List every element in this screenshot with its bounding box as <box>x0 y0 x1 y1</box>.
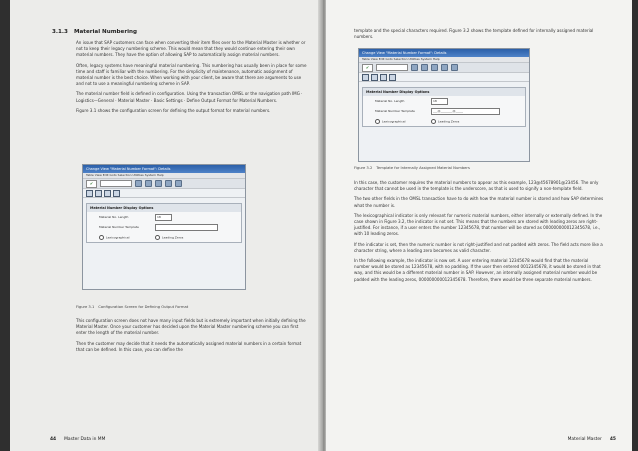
right-body <box>354 180 604 287</box>
right-footer <box>568 437 616 442</box>
template-label: Material Number Template <box>99 225 139 229</box>
left-body-top <box>76 40 308 118</box>
figure-3-1-screenshot <box>82 164 246 290</box>
indicator-row <box>363 116 525 126</box>
running-title: Master Data in MM <box>64 437 106 442</box>
paragraph: If the indicator is set, then the numeric number is not right-justified and not padded with zeros. The field acts more like a character string, where a leading zero becomes as valid character. <box>354 241 603 253</box>
length-row <box>87 212 241 222</box>
page-number: 44 <box>50 437 57 442</box>
paragraph: This configuration screen does not have many input fields but is extremely important when initially defining the Material Master. Once your customer has decided upon the Material Master numbering scheme you can first enter the length of the material number. <box>76 318 306 336</box>
toolbar <box>359 63 529 73</box>
left-page <box>10 0 322 451</box>
next-entry-icon[interactable] <box>380 74 387 81</box>
print-icon[interactable] <box>175 180 182 187</box>
radio-label: Leading Zeros <box>162 235 184 240</box>
lexicographical-radio[interactable] <box>375 119 405 124</box>
command-field[interactable] <box>376 64 408 71</box>
display-change-icon[interactable] <box>86 190 93 197</box>
left-body-bottom <box>76 318 308 357</box>
length-label: Material No. Length <box>99 215 129 219</box>
length-field[interactable]: 18 <box>431 98 448 105</box>
display-options-group <box>86 203 242 243</box>
exit-icon[interactable] <box>155 180 162 187</box>
paragraph: Then the customer may decide that it needs the automatically assigned material numbers in a certain format that can be defined. In this case, you can define the <box>76 340 302 352</box>
save-icon[interactable] <box>411 64 418 71</box>
paragraph: The lexicographical indicator is only relevant for numeric material numbers, either internally or externally defined. In the case shown in Figure 3.2, the indicator is not set. This means that the numbers are stored with leading zeros are right-justified. For instance, if a user enters the number 12345678, that number will be stored as 000000000012345678, i.e., with 10 leading zeros. <box>354 212 603 237</box>
back-icon[interactable] <box>145 180 152 187</box>
cancel-icon[interactable] <box>165 180 172 187</box>
figure-3-2-caption <box>354 166 470 170</box>
length-row <box>363 96 525 106</box>
paragraph: The two other fields in the OMSL transaction have to do with how the material number is stored and how SAP determines what the number is. <box>354 196 604 208</box>
running-title: Material Master <box>567 437 602 442</box>
caption-number: Figure 3.2 <box>354 166 373 170</box>
paragraph: Often, legacy systems have meaningful material numbering. This numbering has usually been in place for some time and staff is familiar with the numbering. For the simplicity of maintenance, automatic assignment of material number is the best choice. When working with your client, be aware that there are arguments to use and not to use a meaningful numbering scheme in SAP. <box>76 62 307 87</box>
app-toolbar <box>83 189 245 198</box>
figure-3-2-screenshot <box>358 48 530 162</box>
section-heading <box>52 29 143 35</box>
template-field[interactable] <box>155 224 218 231</box>
section-number: 3.1.3 <box>52 29 68 35</box>
caption-number: Figure 3.1 <box>76 305 95 309</box>
caption-text: Template for Internally Assigned Material Numbers <box>376 166 470 170</box>
app-toolbar <box>359 73 529 82</box>
toolbar <box>83 179 245 189</box>
right-page <box>326 0 632 451</box>
save-icon[interactable] <box>135 180 142 187</box>
group-title: Material Number Display Options <box>363 88 525 96</box>
length-label: Material No. Length <box>375 99 405 103</box>
prev-entry-icon[interactable] <box>371 74 378 81</box>
left-footer <box>50 437 105 442</box>
cancel-icon[interactable] <box>441 64 448 71</box>
next-entry-icon[interactable] <box>104 190 111 197</box>
ok-icon[interactable]: ✔ <box>86 180 97 188</box>
caption-text: Configuration Screen for Defining Output Format <box>98 305 189 309</box>
paragraph: An issue that SAP customers can face when converting their item files over to the Material Master is whether or not to keep their legacy numbering scheme. This would mean that they would continue entering their own material numbers. They have the option of allowing SAP to automatically assign material numbers. <box>76 40 306 58</box>
template-row <box>87 222 241 232</box>
display-change-icon[interactable] <box>362 74 369 81</box>
figure-3-1-caption <box>76 305 188 309</box>
paragraph: In this case, the customer requires the material numbers to appear as this example, 123@45678901@23456. The only character that cannot be used in the template is the underscore, as that is used to signify a non-template field. <box>354 180 599 192</box>
indicator-row <box>87 232 241 242</box>
print-icon[interactable] <box>451 64 458 71</box>
length-field[interactable]: 18 <box>155 214 172 221</box>
paragraph: In the following example, the indicator is now set. A user entering material 12345678 would find that the material number would be stored as 12345678, with no padding. If the user then entered 0012345678, it would be stored in that way, and this would be a different material number in SAP. However, an internally assigned material number would be padded with the leading zeros, 000000000012345678. Therefore, there would be three separate material numbers. <box>354 258 601 282</box>
section-title: Material Numbering <box>73 29 138 35</box>
window-title: Change View "Material Number Format": Details <box>359 49 529 57</box>
paragraph: Figure 3.1 shows the configuration screen for defining the output format for material numbers. <box>76 107 271 113</box>
group-title: Material Number Display Options <box>87 204 241 212</box>
template-label: Material Number Template <box>375 109 415 113</box>
menu-bar[interactable]: Table View Edit Goto Selection Utilities System Help <box>83 173 245 179</box>
lexicographical-radio[interactable] <box>99 235 129 240</box>
radio-label: Lexicographical <box>106 235 130 240</box>
menu-bar[interactable]: Table View Edit Goto Selection Utilities System Help <box>359 57 529 63</box>
radio-label: Lexicographical <box>382 119 406 124</box>
template-row <box>363 106 525 116</box>
radio-label: Leading Zeros <box>438 119 460 124</box>
copy-icon[interactable] <box>389 74 396 81</box>
leading-zeros-radio[interactable] <box>431 119 459 124</box>
back-icon[interactable] <box>421 64 428 71</box>
display-options-group <box>362 87 526 127</box>
page-number: 45 <box>609 437 616 442</box>
ok-icon[interactable]: ✔ <box>362 64 373 72</box>
template-field[interactable]: ___@________@_____ <box>431 108 500 115</box>
right-intro: template and the special characters required. Figure 3.2 shows the template defined for internally assigned material numbers. <box>354 28 594 40</box>
command-field[interactable] <box>100 180 132 187</box>
leading-zeros-radio[interactable] <box>155 235 183 240</box>
paragraph: The material number field is defined in configuration. Using the transaction OMSL or the navigation path IMG · Logistics—General · Material Master · Basic Settings · Define Output Format for Material Numbers. <box>76 91 303 103</box>
window-title: Change View "Material Number Format": Details <box>83 165 245 173</box>
exit-icon[interactable] <box>431 64 438 71</box>
prev-entry-icon[interactable] <box>95 190 102 197</box>
copy-icon[interactable] <box>113 190 120 197</box>
